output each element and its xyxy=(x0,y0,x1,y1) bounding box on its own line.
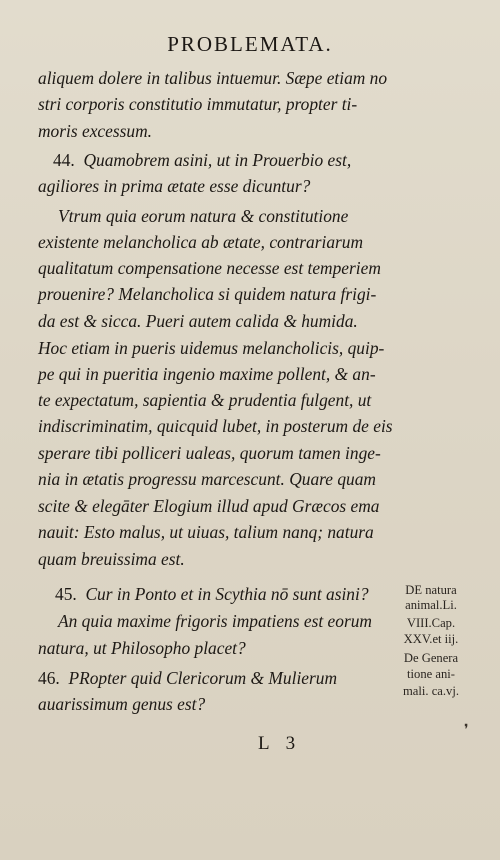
signature-mark: L 3 xyxy=(258,733,302,754)
text-line: An quia maxime frigoris impatiens est eorum xyxy=(58,611,372,631)
text-line: agiliores in prima ætate esse dicuntur? xyxy=(38,176,311,196)
problem-46-line: 46. PRopter quid Clericorum & Mulierum xyxy=(38,668,338,688)
text-line: pe qui in pueritia ingenio maxime pollent, & an- xyxy=(38,364,376,384)
text-line: stri corporis constitutio immutatur, propter ti- xyxy=(38,94,358,114)
text-line: existente melancholica ab ætate, contrariarum xyxy=(38,232,364,252)
text-line: Hoc etiam in pueris uidemus melancholicis, quip- xyxy=(38,338,385,358)
margin-note: De Genera xyxy=(403,651,459,665)
text-line: Vtrum quia eorum natura & constitutione xyxy=(58,206,349,226)
problem-44-line: 44. Quamobrem asini, ut in Prouerbio est, xyxy=(53,150,352,170)
text-line: nauit: Esto malus, ut uiuas, talium nanq; natura xyxy=(38,522,374,542)
text-line: sperare tibi polliceri ualeas, quorum tamen inge- xyxy=(38,443,381,463)
margin-note: XXV.et iij. xyxy=(403,632,459,646)
text-line: auarissimum genus est? xyxy=(38,694,206,714)
margin-note: VIII.Cap. xyxy=(406,616,456,630)
text-line: aliquem dolere in talibus intuemur. Sæpe etiam no xyxy=(38,68,388,88)
text-line: scite & elegāter Elogium illud apud Græcos ema xyxy=(38,496,380,516)
text-line: natura, ut Philosopho placet? xyxy=(38,638,246,658)
margin-note: tione ani- xyxy=(407,667,455,681)
text-line: indiscriminatim, quicquid lubet, in posterum de eis xyxy=(38,416,393,436)
text-line: nia in ætatis progressu marcescunt. Quare quam xyxy=(38,469,376,489)
text-line: prouenire? Melancholica si quidem natura frigi- xyxy=(38,284,377,304)
text-line: te expectatum, sapientia & prudentia fulgent, ut xyxy=(38,390,372,410)
text-line: qualitatum compensatione necesse est temperiem xyxy=(38,258,381,278)
text-line: da est & sicca. Pueri autem calida & humida. xyxy=(38,311,358,331)
margin-note: animal.Li. xyxy=(405,598,457,612)
text-line: moris excessum. xyxy=(38,121,152,141)
running-head: PROBLEMATA. xyxy=(167,32,333,56)
ink-blot: ❜ xyxy=(464,722,469,738)
text-line: quam breuissima est. xyxy=(38,549,185,569)
margin-note: mali. ca.vj. xyxy=(403,684,459,698)
margin-note: DE natura xyxy=(405,583,457,597)
problem-45-line: 45. Cur in Ponto et in Scythia nō sunt asini? xyxy=(55,584,369,604)
